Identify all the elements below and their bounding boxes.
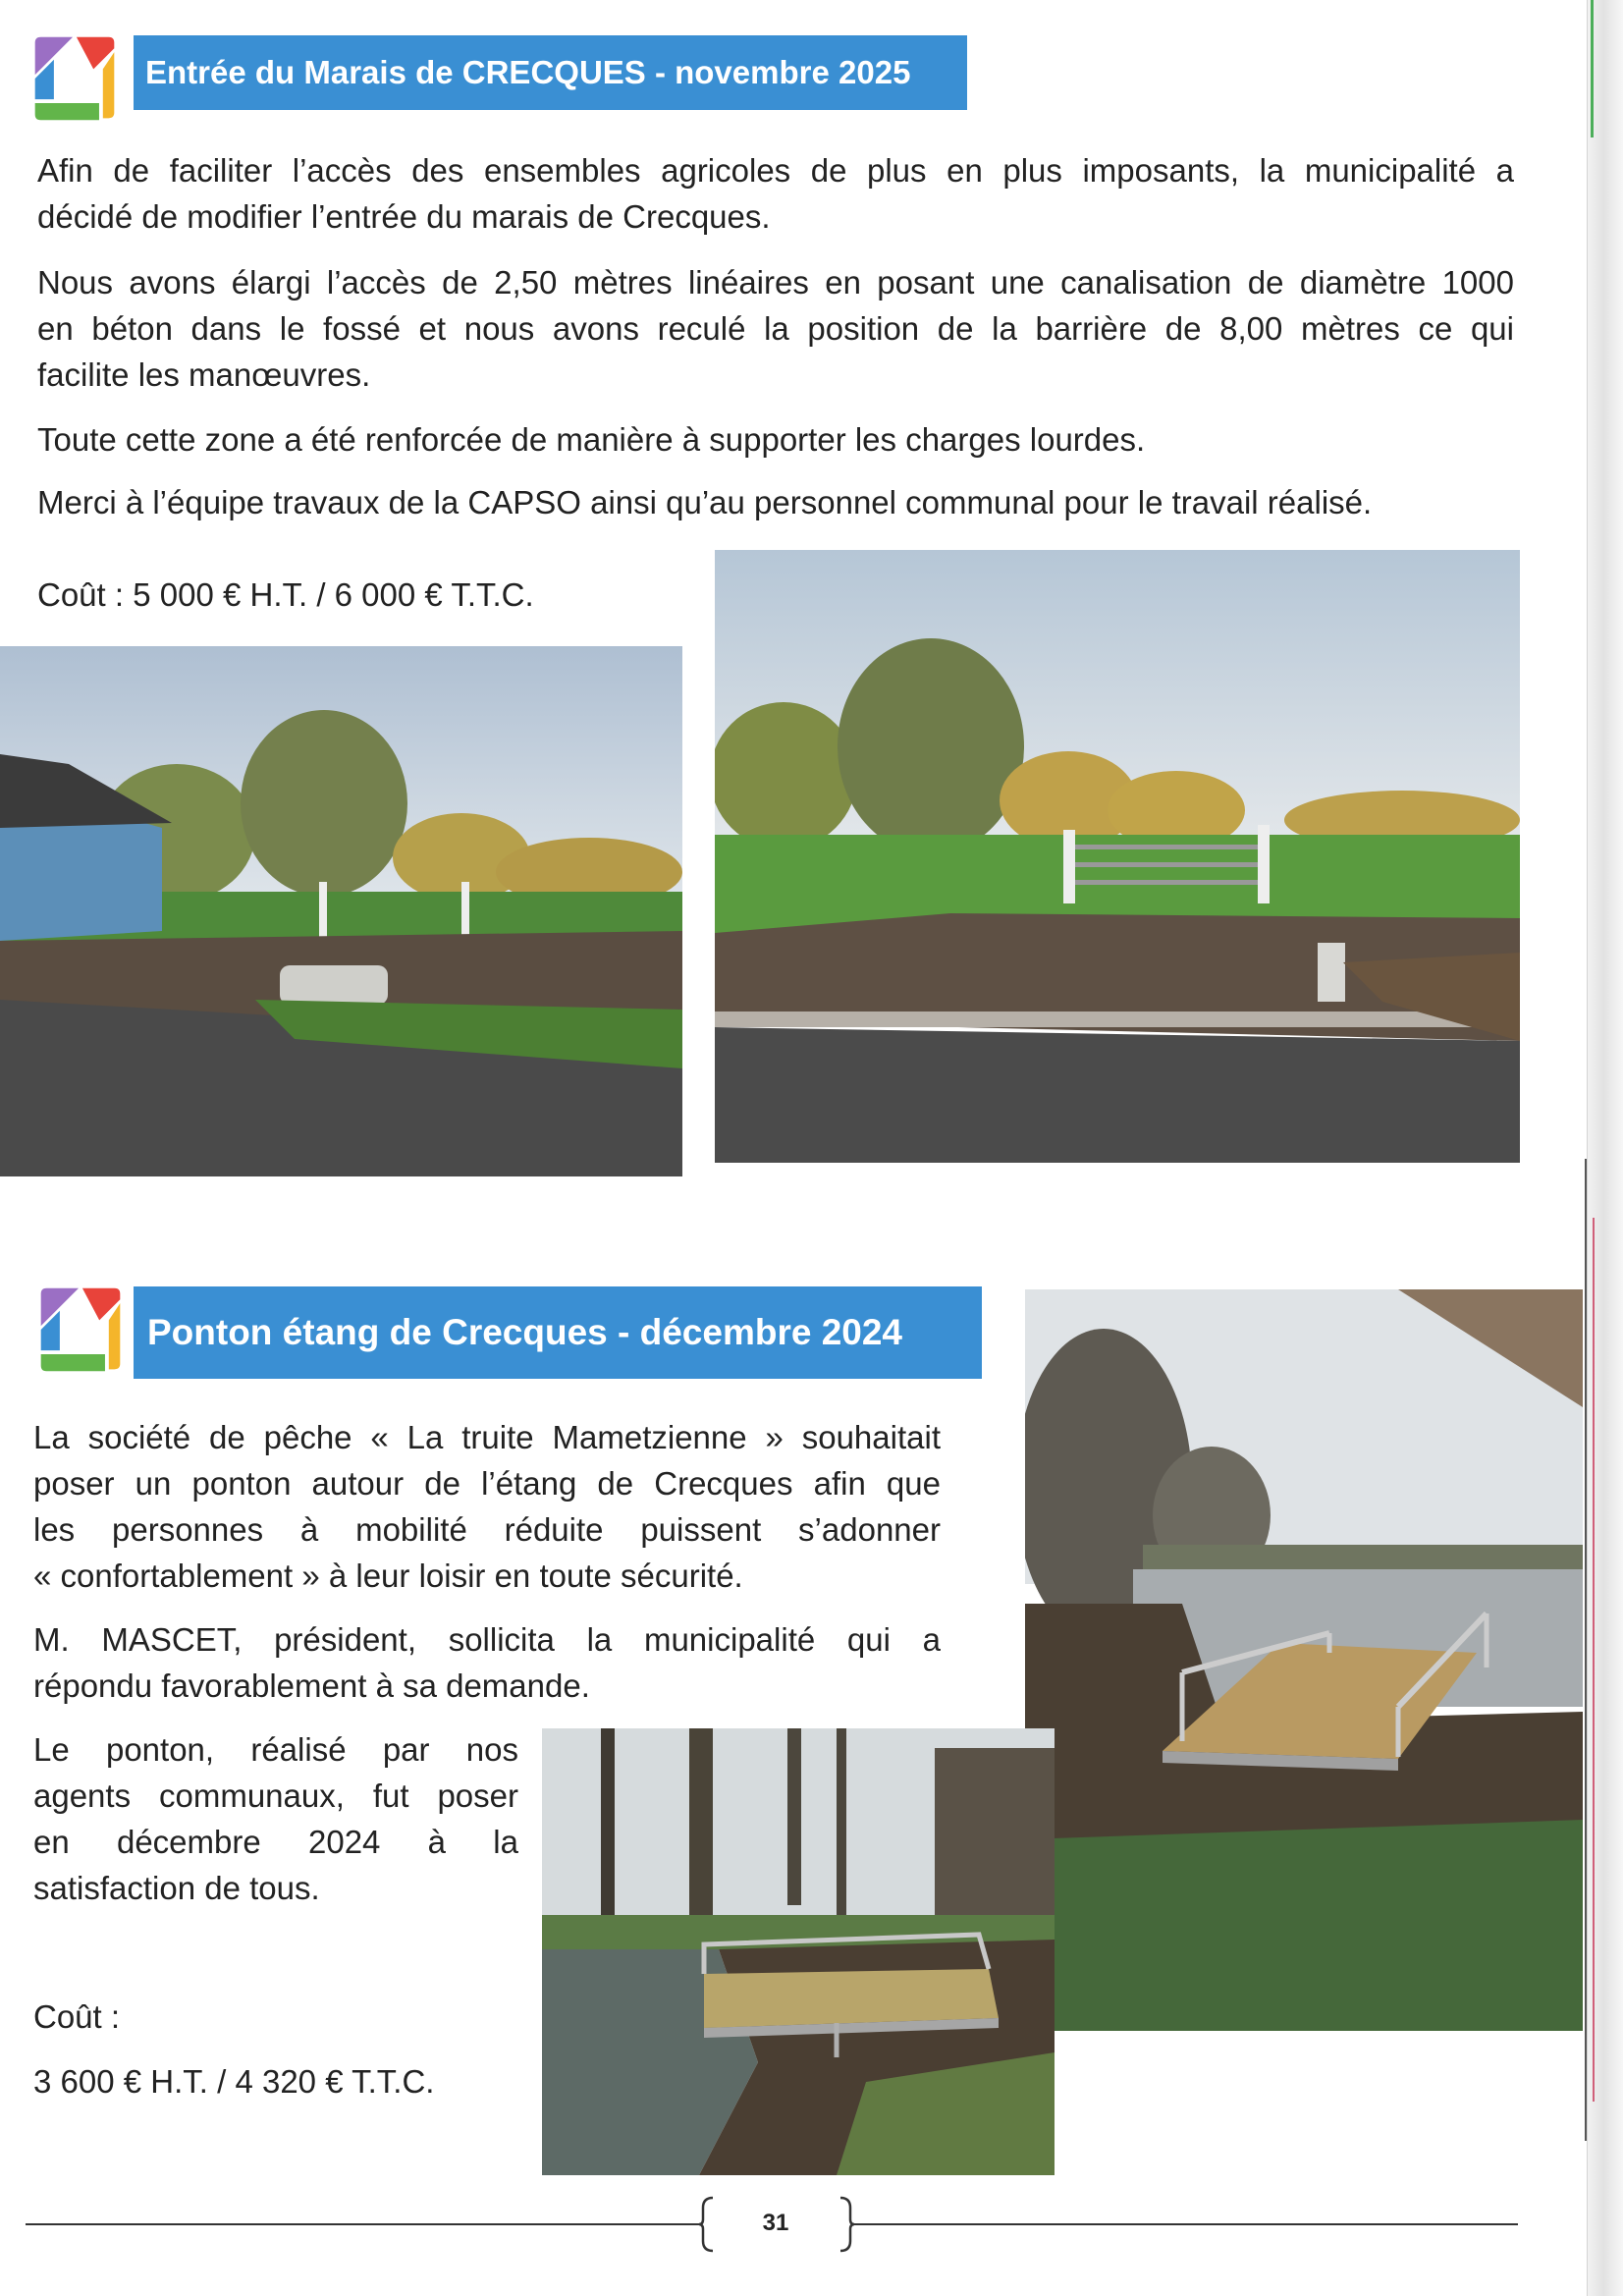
section1-paragraph-3 [37, 416, 1514, 463]
text-line: agents communaux, fut poser [33, 1777, 518, 1814]
photo-pontoon-pond [542, 1728, 1055, 2175]
section2-cost-value [33, 2058, 524, 2105]
section1-logo-icon [27, 31, 122, 126]
text-line: « confortablement » à leur loisir en toute sécurité. [33, 1558, 743, 1594]
section2-logo-icon [33, 1283, 128, 1377]
photo-pontoon-lake [1025, 1289, 1583, 2031]
section1-paragraph-2 [37, 259, 1514, 398]
photo-marais-entrance-side [0, 646, 682, 1176]
text-line: en décembre 2024 à la [33, 1824, 518, 1860]
footer-rule-left [26, 2223, 699, 2225]
edge-strip-grey [1585, 1159, 1587, 2141]
text-line: Toute cette zone a été renforcée de manière à supporter les charges lourdes. [37, 421, 1146, 458]
text-line: répondu favorablement à sa demande. [33, 1667, 590, 1704]
text-line: satisfaction de tous. [33, 1870, 320, 1906]
edge-strip-pink [1593, 1218, 1595, 2102]
section2-paragraph-1 [33, 1414, 941, 1599]
text-line: Le ponton, réalisé par nos [33, 1731, 518, 1768]
section2-paragraph-2 [33, 1616, 941, 1709]
section2-cost-label [33, 1994, 328, 2040]
section1-title [134, 35, 967, 110]
text-line: 3 600 € H.T. / 4 320 € T.T.C. [33, 2063, 435, 2100]
section2-paragraph-3 [33, 1726, 518, 1911]
footer-rule-right [852, 2223, 1518, 2225]
text-line: Nous avons élargi l’accès de 2,50 mètres linéaires en posant une canalisation de diamètre 1000 [37, 264, 1514, 301]
text-line: les personnes à mobilité réduite puissent s’adonner [33, 1511, 941, 1548]
text-line: La société de pêche « La truite Mametzienne » souhaitait [33, 1419, 941, 1455]
section1-cost [37, 572, 666, 618]
section1-paragraph-4 [37, 479, 1514, 525]
text-line: en béton dans le fossé et nous avons reculé la position de la barrière de 8,00 mètres ce qui [37, 310, 1514, 347]
text-line: M. MASCET, président, sollicita la municipalité qui a [33, 1621, 941, 1658]
text-line: Coût : [33, 1998, 121, 2035]
text-line: Afin de faciliter l’accès des ensembles agricoles de plus en plus imposants, la municipalité a [37, 152, 1514, 189]
photo-marais-entrance-gate [715, 550, 1520, 1163]
section2-title-text: Ponton étang de Crecques - décembre 2024 [147, 1312, 903, 1352]
text-line: Coût : 5 000 € H.T. / 6 000 € T.T.C. [37, 576, 534, 613]
text-line: Merci à l’équipe travaux de la CAPSO ainsi qu’au personnel communal pour le travail réalisé. [37, 484, 1373, 520]
page-number: 31 [762, 2210, 789, 2236]
text-line: facilite les manœuvres. [37, 356, 371, 393]
section2-title [134, 1286, 982, 1379]
text-line: poser un ponton autour de l’étang de Crecques afin que [33, 1465, 941, 1502]
section1-title-text: Entrée du Marais de CRECQUES - novembre 2025 [145, 54, 911, 90]
text-line: décidé de modifier l’entrée du marais de Crecques. [37, 198, 771, 235]
section1-paragraph-1 [37, 147, 1514, 240]
edge-strip-green [1591, 0, 1594, 137]
